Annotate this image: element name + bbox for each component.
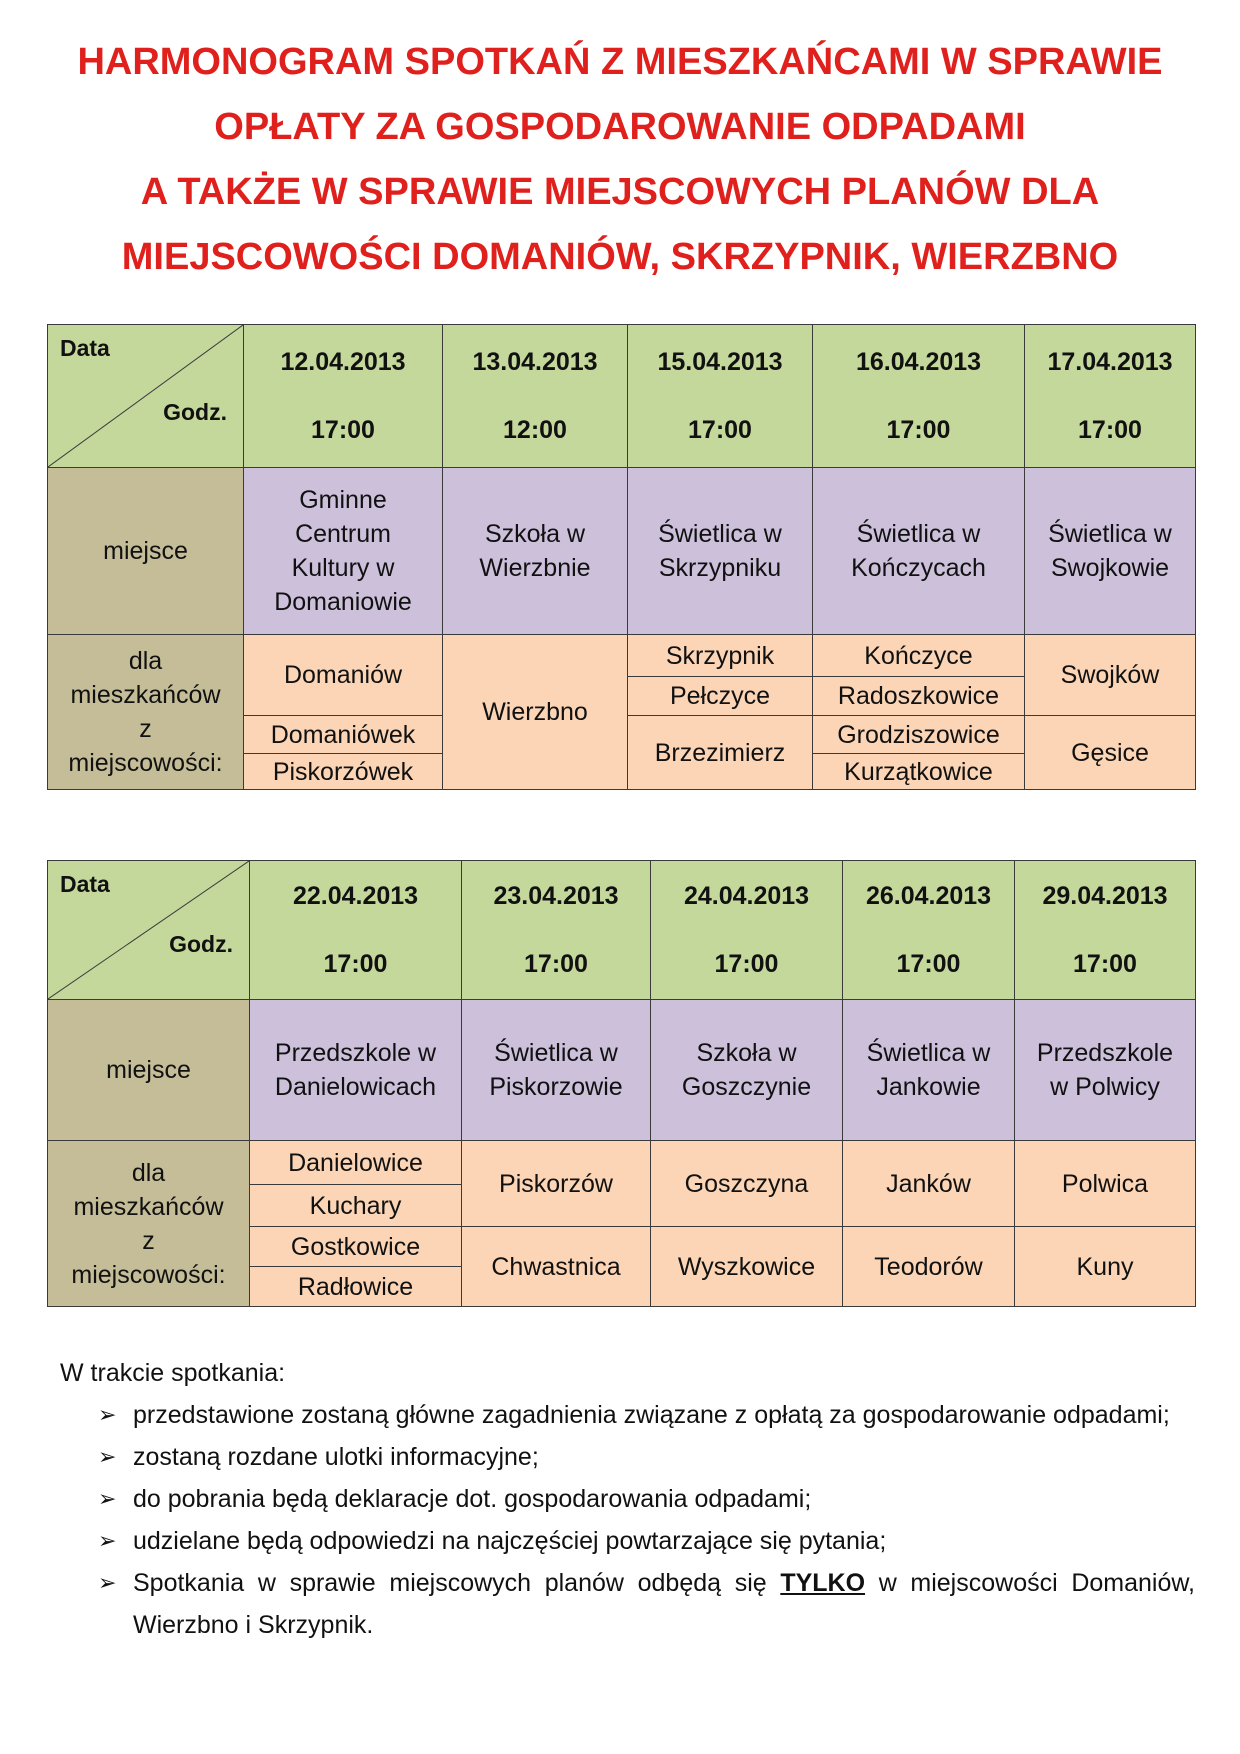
date-time-cell <box>443 325 628 468</box>
header-corner-cell <box>48 861 250 1000</box>
title-line: MIEJSCOWOŚCI DOMANIÓW, SKRZYPNIK, WIERZBNO <box>121 236 1119 278</box>
title-line: A TAKŻE W SPRAWIE MIEJSCOWYCH PLANÓW DLA <box>140 171 1100 213</box>
meeting-date: 22.04.2013 <box>292 882 419 910</box>
residents-row-label: dla mieszkańców z miejscowości: <box>48 1141 250 1307</box>
date-label: Data <box>60 335 110 361</box>
meeting-time: 17:00 <box>896 950 961 978</box>
resident-village: Domaniów <box>244 635 443 716</box>
resident-village: Kuchary <box>250 1185 462 1227</box>
meeting-time: 17:00 <box>1078 416 1142 444</box>
resident-village: Kuny <box>1015 1227 1196 1307</box>
meeting-place: Świetlica w Skrzypniku <box>628 468 813 635</box>
resident-village: Danielowice <box>250 1141 462 1185</box>
resident-village: Grodziszowice <box>813 716 1025 754</box>
meeting-time: 17:00 <box>714 950 779 978</box>
date-time-cell <box>843 861 1015 1000</box>
meeting-time: 17:00 <box>1073 950 1137 978</box>
resident-village: Brzezimierz <box>628 716 813 790</box>
notes-item <box>60 1562 1195 1646</box>
resident-village: Domaniówek <box>244 716 443 754</box>
notes-item-text: przedstawione zostaną główne zagadnienia związane z opłatą za gospodarowanie odpadami; <box>133 1401 1170 1429</box>
meeting-place: Szkoła w Goszczynie <box>651 1000 843 1141</box>
meeting-place: Szkoła w Wierzbnie <box>443 468 628 635</box>
resident-village: Piskorzówek <box>244 754 443 790</box>
date-time-cell <box>1015 861 1196 1000</box>
meeting-date: 15.04.2013 <box>657 348 783 376</box>
date-time-cell <box>462 861 651 1000</box>
date-time-cell <box>628 325 813 468</box>
meeting-time: 17:00 <box>524 950 588 978</box>
residents-row-label: dla mieszkańców z miejscowości: <box>48 635 244 790</box>
schedule-table-1 <box>47 324 1196 790</box>
arrow-bullet-icon: ➢ <box>98 1528 117 1553</box>
resident-village: Swojków <box>1025 635 1196 716</box>
notes-intro: W trakcie spotkania: <box>60 1359 286 1387</box>
meeting-date: 26.04.2013 <box>865 882 992 910</box>
notes-item-text: w miejscowości Domaniów, Wierzbno i Skrzypnik. <box>133 1569 1195 1639</box>
resident-village: Goszczyna <box>651 1141 843 1227</box>
resident-village: Janków <box>843 1141 1015 1227</box>
notes-item <box>60 1478 1195 1520</box>
notes-item-text: zostaną rozdane ulotki informacyjne; <box>133 1443 539 1471</box>
meeting-date: 13.04.2013 <box>472 348 598 376</box>
resident-village: Polwica <box>1015 1141 1196 1227</box>
resident-village: Gostkowice <box>250 1227 462 1267</box>
place-row-label: miejsce <box>48 1000 250 1141</box>
arrow-bullet-icon: ➢ <box>98 1402 117 1427</box>
arrow-bullet-icon: ➢ <box>98 1570 117 1595</box>
meeting-date: 29.04.2013 <box>1042 882 1168 910</box>
notes-item <box>60 1520 1195 1562</box>
meeting-time: 17:00 <box>323 950 388 978</box>
resident-village: Chwastnica <box>462 1227 651 1307</box>
meeting-place: Świetlica w Jankowie <box>843 1000 1015 1141</box>
meeting-time: 17:00 <box>886 416 951 444</box>
date-time-cell <box>1025 325 1196 468</box>
notes-item-text: Spotkania w sprawie miejscowych planów odbędą się <box>133 1569 781 1597</box>
meeting-place: Przedszkole w Polwicy <box>1015 1000 1196 1141</box>
resident-village: Skrzypnik <box>628 635 813 677</box>
notes-item <box>60 1436 1195 1478</box>
meeting-time: 17:00 <box>311 416 375 444</box>
arrow-bullet-icon: ➢ <box>98 1444 117 1469</box>
hour-label: Godz. <box>163 399 227 425</box>
notes-item-text: do pobrania będą deklaracje dot. gospodarowania odpadami; <box>133 1485 812 1513</box>
header-corner-cell <box>48 325 244 468</box>
date-time-cell <box>244 325 443 468</box>
meeting-notes <box>60 1352 1195 1646</box>
resident-village: Radłowice <box>250 1267 462 1307</box>
notes-list <box>60 1394 1195 1646</box>
meeting-date: 24.04.2013 <box>683 882 810 910</box>
meeting-time: 17:00 <box>688 416 752 444</box>
meeting-place: Gminne Centrum Kultury w Domaniowie <box>244 468 443 635</box>
title-line: HARMONOGRAM SPOTKAŃ Z MIESZKAŃCAMI W SPRAWIE <box>77 41 1163 83</box>
resident-village: Kurzątkowice <box>813 754 1025 790</box>
resident-village: Radoszkowice <box>813 677 1025 716</box>
meeting-date: 17.04.2013 <box>1047 348 1173 376</box>
place-row-label: miejsce <box>48 468 244 635</box>
hour-label: Godz. <box>169 931 233 957</box>
resident-village: Wyszkowice <box>651 1227 843 1307</box>
resident-village: Kończyce <box>813 635 1025 677</box>
date-label: Data <box>60 871 110 897</box>
date-time-cell <box>813 325 1025 468</box>
date-time-cell <box>651 861 843 1000</box>
meeting-time: 12:00 <box>503 416 567 444</box>
meeting-place: Przedszkole w Danielowicach <box>250 1000 462 1141</box>
resident-village: Pełczyce <box>628 677 813 716</box>
notes-emphasis: TYLKO <box>780 1569 866 1597</box>
meeting-place: Świetlica w Piskorzowie <box>462 1000 651 1141</box>
title-line: OPŁATY ZA GOSPODAROWANIE ODPADAMI <box>214 106 1026 148</box>
resident-village: Teodorów <box>843 1227 1015 1307</box>
page-title <box>40 30 1200 290</box>
meeting-place: Świetlica w Swojkowie <box>1025 468 1196 635</box>
meeting-date: 16.04.2013 <box>855 348 982 376</box>
resident-village: Piskorzów <box>462 1141 651 1227</box>
schedule-table-2 <box>47 860 1196 1307</box>
meeting-date: 23.04.2013 <box>493 882 619 910</box>
meeting-place: Świetlica w Kończycach <box>813 468 1025 635</box>
meeting-date: 12.04.2013 <box>280 348 406 376</box>
arrow-bullet-icon: ➢ <box>98 1486 117 1511</box>
date-time-cell <box>250 861 462 1000</box>
notes-item <box>60 1394 1195 1436</box>
notes-item-text: udzielane będą odpowiedzi na najczęściej powtarzające się pytania; <box>133 1527 887 1555</box>
resident-village: Gęsice <box>1025 716 1196 790</box>
resident-village: Wierzbno <box>443 635 628 790</box>
